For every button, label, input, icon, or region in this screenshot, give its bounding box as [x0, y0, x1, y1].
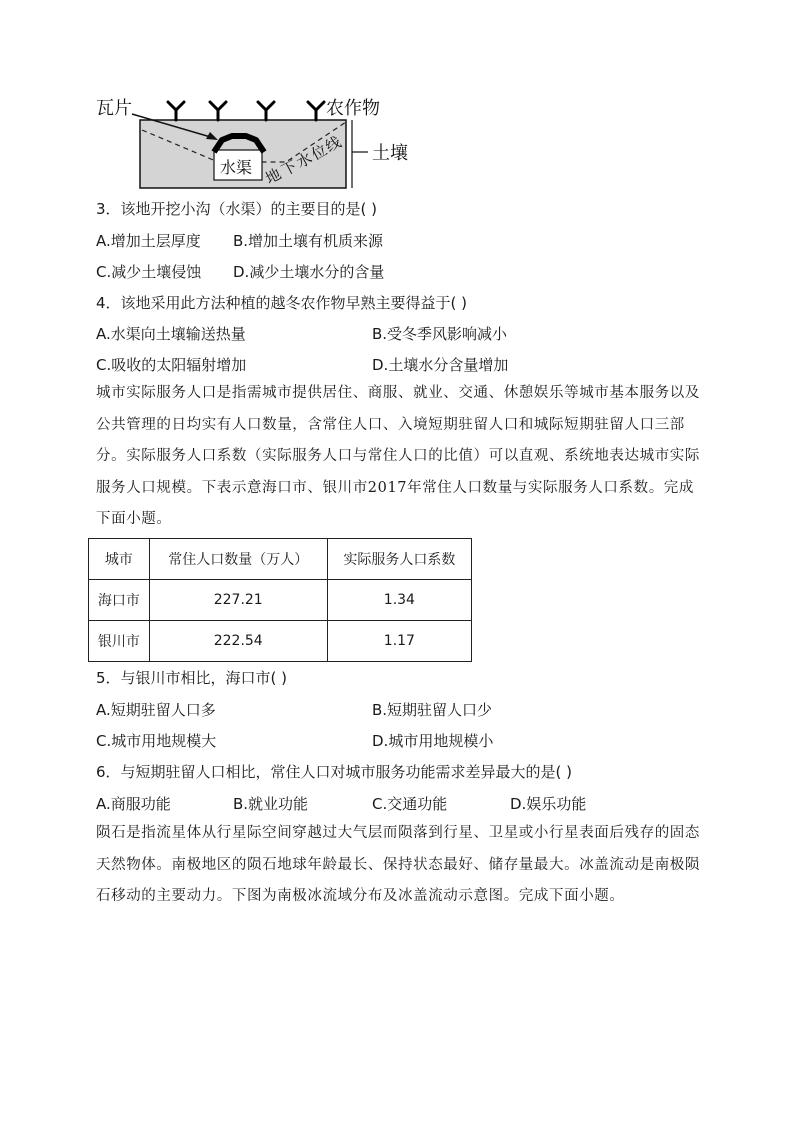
question-4-option-c[interactable]: C.吸收的太阳辐射增加 — [96, 356, 247, 374]
question-3-option-a[interactable]: A.增加土层厚度 — [96, 232, 201, 250]
table-header-coefficient: 实际服务人口系数 — [327, 539, 471, 580]
question-5-option-a[interactable]: A.短期驻留人口多 — [96, 701, 216, 719]
table-cell-city: 银川市 — [89, 621, 150, 662]
population-table — [88, 538, 472, 662]
table-header-population: 常住人口数量（万人） — [149, 539, 327, 580]
table-row — [89, 580, 472, 621]
question-3-option-c[interactable]: C.减少土壤侵蚀 — [96, 263, 202, 281]
question-4-option-a[interactable]: A.水渠向土壤输送热量 — [96, 325, 246, 343]
passage-meteorite: 陨石是指流星体从行星际空间穿越过大气层而陨落到行星、卫星或小行星表面后残存的固态天然物体。南极地区的陨石地球年龄最长、保持状态最好、储存量最大。冰盖流动是南极陨石移动的主要动力。下图为南极冰流域分布及冰盖流动示意图。完成下面小题。 — [96, 825, 700, 904]
table-row — [89, 621, 472, 662]
table-header-row — [89, 539, 472, 580]
crops-label: 农作物 — [326, 98, 380, 119]
table-cell-population: 222.54 — [149, 621, 327, 662]
table-cell-population: 227.21 — [149, 580, 327, 621]
question-6-option-b[interactable]: B.就业功能 — [233, 795, 309, 813]
svg-text:位: 位 — [308, 140, 331, 164]
crop-icon — [308, 102, 324, 120]
soil-channel-diagram — [96, 92, 426, 192]
question-5-option-b[interactable]: B.短期驻留人口少 — [372, 701, 493, 719]
table-header-city: 城市 — [89, 539, 150, 580]
channel-label: 水渠 — [220, 158, 253, 177]
soil-channel-diagram-svg — [96, 92, 426, 192]
table-cell-city: 海口市 — [89, 580, 150, 621]
svg-text:下: 下 — [278, 156, 301, 180]
soil-label: 土壤 — [372, 143, 408, 164]
svg-text:线: 线 — [322, 132, 345, 156]
question-6-stem: 6．与短期驻留人口相比，常住人口对城市服务功能需求差异最大的是( ) — [96, 763, 573, 781]
question-4-option-d[interactable]: D.土壤水分含量增加 — [372, 356, 509, 374]
question-3-option-d[interactable]: D.减少土壤水分的含量 — [233, 263, 385, 281]
question-4-stem: 4．该地采用此方法种植的越冬农作物早熟主要得益于( ) — [96, 294, 468, 312]
crop-icon — [168, 102, 184, 120]
question-5-stem: 5．与银川市相比，海口市( ) — [96, 669, 288, 687]
question-3-option-b[interactable]: B.增加土壤有机质来源 — [233, 232, 384, 250]
svg-text:地: 地 — [262, 164, 285, 188]
question-6-option-d[interactable]: D.娱乐功能 — [510, 795, 587, 813]
tile-label: 瓦片 — [96, 98, 132, 119]
crop-icon — [210, 102, 226, 120]
crop-icon — [258, 102, 274, 120]
table-cell-coefficient: 1.34 — [327, 580, 471, 621]
table-cell-coefficient: 1.17 — [327, 621, 471, 662]
svg-text:水: 水 — [293, 148, 316, 172]
question-3-stem: 3．该地开挖小沟（水渠）的主要目的是( ) — [96, 200, 378, 218]
question-5-option-d[interactable]: D.城市用地规模小 — [372, 732, 494, 750]
passage-population: 城市实际服务人口是指需城市提供居住、商服、就业、交通、休憩娱乐等城市基本服务以及公共管理的日均实有人口数量，含常住人口、入境短期驻留人口和城际短期驻留人口三部分。实际服务人口系数（实际服务人口与常住人口的比值）可以直观、系统地表达城市实际服务人口规模。下表示意海口市、银川市2017年常住人口数量与实际服务人口系数。完成下面小题。 — [96, 385, 700, 527]
question-6-option-a[interactable]: A.商服功能 — [96, 795, 171, 813]
question-6-option-c[interactable]: C.交通功能 — [372, 795, 448, 813]
question-5-option-c[interactable]: C.城市用地规模大 — [96, 732, 217, 750]
question-4-option-b[interactable]: B.受冬季风影响减小 — [372, 325, 508, 343]
